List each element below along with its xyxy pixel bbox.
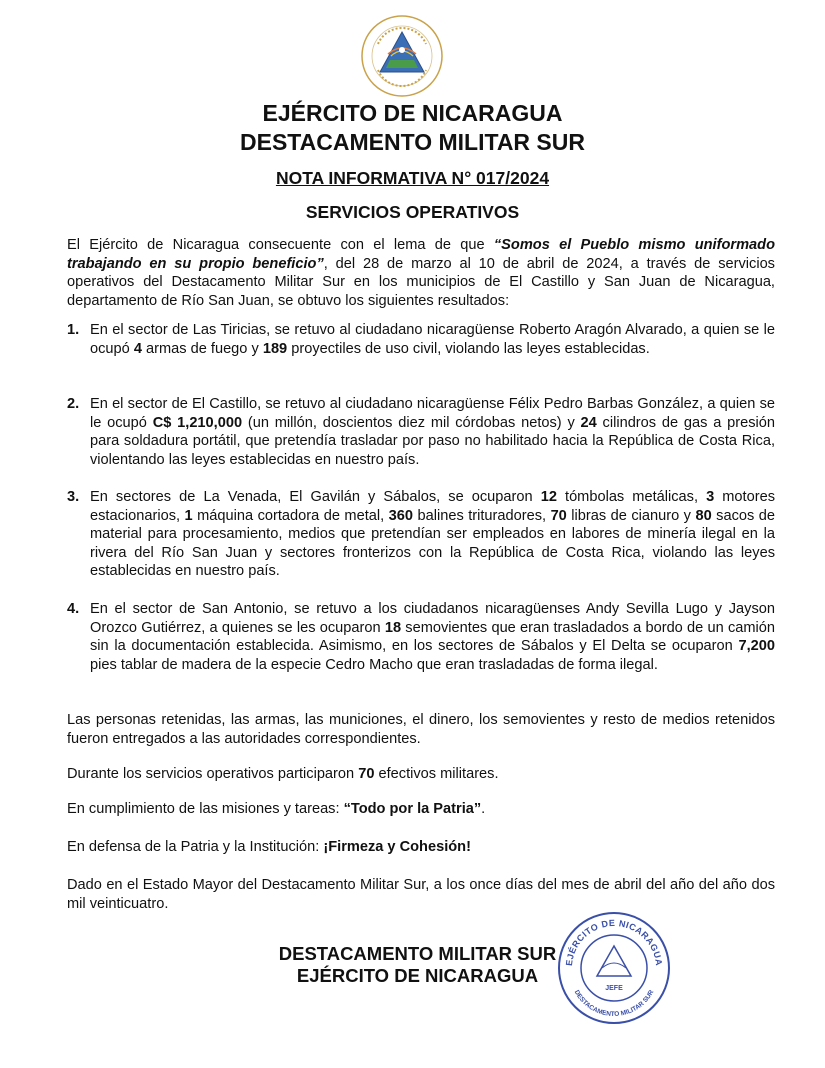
institution-title: EJÉRCITO DE NICARAGUA xyxy=(262,100,563,126)
signature-institution: EJÉRCITO DE NICARAGUA xyxy=(296,965,539,986)
svg-text:JEFE: JEFE xyxy=(605,985,623,992)
list-item: 1. En el sector de Las Tiricias, se retuvo al ciudadano nicaragüense Roberto Aragón Alvarado, a quien se le ocupó 4 armas de fuego y 189 proyectiles de uso civil, violando las leyes establecidas. xyxy=(67,322,775,357)
svg-text:DESTACAMENTO MILITAR SUR: DESTACAMENTO MILITAR SUR xyxy=(572,989,656,1019)
note-number: NOTA INFORMATIVA N° 017/2024 xyxy=(275,168,550,188)
given-paragraph: Dado en el Estado Mayor del Destacamento Militar Sur, a los once días del mes de abril del año del año dos mil veinticuatro. xyxy=(67,877,775,912)
signature-unit: DESTACAMENTO MILITAR SUR xyxy=(278,943,557,964)
coat-of-arms-seal-icon xyxy=(360,14,444,98)
mission-paragraph: En cumplimiento de las misiones y tareas: “Todo por la Patria”. xyxy=(67,801,486,817)
svg-text:EJÉRCITO DE NICARAGUA: EJÉRCITO DE NICARAGUA xyxy=(563,917,665,967)
retained-paragraph: Las personas retenidas, las armas, las municiones, el dinero, los semovientes y resto de medios retenidos fueron entregados a las autoridades correspondientes. xyxy=(67,712,775,747)
list-item: 2. En el sector de El Castillo, se retuvo al ciudadano nicaragüense Félix Pedro Barbas González, a quien se le ocupó C$ 1,210,000 (un millón, doscientos diez mil córdobas netos) y 24 cilindros de gas a presión para soldadura portátil, que pretendía trasladar por paso no habilitado hacia la República de Costa Rica, violentando las leyes establecidas en nuestro país. xyxy=(67,396,775,468)
motto: “Somos el Pueblo mismo uniformado trabajando en su propio beneficio” xyxy=(67,237,775,272)
intro-paragraph: El Ejército de Nicaragua consecuente con el lema de que “Somos el Pueblo mismo uniformado trabajando en su propio beneficio”, del 28 de marzo al 10 de abril de 2024, a través de servicios operativos del Destacamento Militar Sur en los municipios de El Castillo y San Juan de Nicaragua, departamento de Río San Juan, se obtuvo los siguientes resultados: xyxy=(67,237,775,309)
official-stamp-icon xyxy=(556,910,672,1026)
subject-title: SERVICIOS OPERATIVOS xyxy=(305,202,520,222)
participants-paragraph: Durante los servicios operativos participaron 70 efectivos militares. xyxy=(67,766,499,782)
defense-paragraph: En defensa de la Patria y la Institución: ¡Firmeza y Cohesión! xyxy=(67,839,471,855)
list-item: 3. En sectores de La Venada, El Gavilán y Sábalos, se ocuparon 12 tómbolas metálicas, 3 motores estacionarios, 1 máquina cortadora de metal, 360 balines trituradores, 70 libras de cianuro y 80 sacos de material para procesamiento, medios que pretendían ser empleados en labores de minería ilegal en la rivera del Río San Juan y sectores fronterizos con la República de Costa Rica, violando las leyes establecidas en nuestro país. xyxy=(67,489,775,580)
list-item: 4. En el sector de San Antonio, se retuvo a los ciudadanos nicaragüenses Andy Sevilla Lugo y Jayson Orozco Gutiérrez, a quienes se les ocuparon 18 semovientes que eran trasladados a bordo de un camión sin la documentación establecida. Asimismo, en los sectores de Sábalos y El Delta se ocuparon 7,200 pies tablar de madera de la especie Cedro Macho que eran trasladadas de forma ilegal. xyxy=(67,601,775,673)
unit-title: DESTACAMENTO MILITAR SUR xyxy=(240,129,585,155)
